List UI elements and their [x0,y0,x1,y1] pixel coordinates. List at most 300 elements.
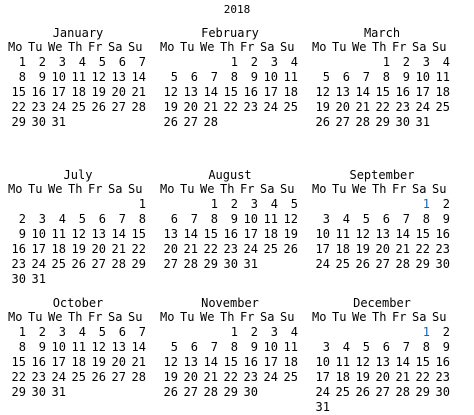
empty-cell [332,325,352,340]
day-cell[interactable]: 28 [111,257,126,271]
day-cell[interactable]: 21 [395,370,410,384]
day-cell[interactable]: 27 [375,257,390,271]
day-cell[interactable]: 29 [131,257,146,271]
day-cell[interactable]: 8 [230,340,238,354]
day-cell[interactable]: 17 [415,85,430,99]
day-cell[interactable]: 21 [131,355,146,369]
day-cell[interactable]: 16 [31,85,46,99]
day-cell[interactable]: 12 [355,227,370,241]
day-cell[interactable]: 4 [342,340,350,354]
day-cell[interactable]: 3 [38,212,46,226]
day-cell[interactable]: 17 [51,355,66,369]
day-cell[interactable]: 2 [442,325,450,339]
day-cell[interactable]: 17 [243,227,258,241]
day-cell[interactable]: 7 [118,212,126,226]
day-cell[interactable]: 19 [355,370,370,384]
day-cell[interactable]: 27 [163,257,178,271]
day-cell[interactable]: 5 [170,340,178,354]
day-cell[interactable]: 9 [230,212,238,226]
day-cell[interactable]: 18 [335,242,350,256]
day-cell[interactable]: 7 [402,340,410,354]
day-cell[interactable]: 13 [375,227,390,241]
day-cell[interactable]: 6 [342,70,350,84]
weekday-header: Mo [160,40,175,54]
day-cell[interactable]: 16 [243,85,258,99]
day-cell[interactable]: 14 [111,227,126,241]
weekday-header: Sa [412,40,427,54]
day-cell[interactable]: 28 [131,370,146,384]
day-cell[interactable]: 15 [223,355,238,369]
day-cell[interactable]: 14 [203,355,218,369]
day-cell[interactable]: 18 [71,355,86,369]
day-cell[interactable]: 8 [138,212,146,226]
day-cell[interactable]: 9 [442,340,450,354]
day-cell[interactable]: 24 [263,370,278,384]
day-cell[interactable]: 18 [71,85,86,99]
day-cell[interactable]: 1 [382,55,390,69]
day-cell[interactable]: 6 [98,212,106,226]
day-cell[interactable]: 22 [11,370,26,384]
day-cell[interactable]: 8 [18,70,26,84]
day-cell[interactable]: 23 [31,100,46,114]
day-cell[interactable]: 31 [51,115,66,129]
day-cell[interactable]: 18 [51,242,66,256]
month-name: August [208,168,252,182]
day-cell[interactable]: 20 [91,242,106,256]
day-cell[interactable]: 23 [435,242,450,256]
day-cell[interactable]: 4 [442,55,450,69]
day-cell[interactable]: 6 [190,340,198,354]
weekday-header: We [352,182,367,196]
day-cell[interactable]: 25 [263,242,278,256]
day-cell[interactable]: 30 [11,272,26,286]
day-cell[interactable]: 1 [422,197,430,211]
day-cell[interactable]: 18 [283,355,298,369]
day-cell[interactable]: 16 [31,355,46,369]
day-cell[interactable]: 5 [362,212,370,226]
day-cell[interactable]: 3 [322,212,330,226]
day-cell[interactable]: 30 [31,115,46,129]
day-cell[interactable]: 11 [51,227,66,241]
day-cell[interactable]: 21 [355,100,370,114]
day-cell[interactable]: 24 [415,100,430,114]
day-cell[interactable]: 8 [18,340,26,354]
day-cell[interactable]: 12 [355,355,370,369]
day-cell[interactable]: 27 [111,370,126,384]
day-cell[interactable]: 11 [435,70,450,84]
day-cell[interactable]: 7 [138,55,146,69]
day-cell[interactable]: 9 [402,70,410,84]
weekday-header: Th [372,310,387,324]
day-cell[interactable]: 6 [382,340,390,354]
day-cell[interactable]: 3 [270,325,278,339]
day-cell[interactable]: 3 [250,197,258,211]
day-grid [8,182,154,287]
day-cell[interactable]: 1 [422,325,430,339]
day-cell[interactable]: 3 [270,55,278,69]
day-cell[interactable]: 6 [118,325,126,339]
day-cell[interactable]: 1 [210,197,218,211]
day-cell[interactable]: 2 [250,325,258,339]
day-cell[interactable]: 29 [11,115,26,129]
day-cell[interactable]: 5 [98,325,106,339]
day-cell[interactable]: 4 [78,325,86,339]
day-cell[interactable]: 16 [223,227,238,241]
day-cell[interactable]: 10 [263,340,278,354]
day-cell[interactable]: 24 [263,100,278,114]
day-cell[interactable]: 13 [183,85,198,99]
day-cell[interactable]: 11 [283,340,298,354]
weekday-header: We [200,182,215,196]
day-cell[interactable]: 16 [435,227,450,241]
day-cell[interactable]: 27 [183,115,198,129]
day-cell[interactable]: 31 [315,400,330,414]
day-cell[interactable]: 7 [210,70,218,84]
day-cell[interactable]: 14 [355,85,370,99]
day-cell[interactable]: 14 [183,227,198,241]
day-cell[interactable]: 5 [98,55,106,69]
day-cell[interactable]: 4 [78,55,86,69]
day-cell[interactable]: 31 [51,385,66,399]
day-cell[interactable]: 20 [183,370,198,384]
empty-cell [392,325,412,340]
day-cell[interactable]: 13 [375,355,390,369]
day-cell[interactable]: 16 [243,355,258,369]
day-cell[interactable]: 30 [435,257,450,271]
day-cell[interactable]: 26 [283,242,298,256]
day-cell[interactable]: 25 [71,100,86,114]
day-cell[interactable]: 11 [335,227,350,241]
day-cell[interactable]: 11 [71,70,86,84]
day-cell[interactable]: 22 [415,370,430,384]
day-cell[interactable]: 28 [395,257,410,271]
day-cell[interactable]: 3 [58,55,66,69]
day-cell[interactable]: 25 [335,257,350,271]
day-cell[interactable]: 26 [355,257,370,271]
day-cell[interactable]: 31 [415,115,430,129]
day-cell[interactable]: 7 [362,70,370,84]
day-cell[interactable]: 27 [375,385,390,399]
day-cell[interactable]: 4 [290,55,298,69]
day-cell[interactable]: 8 [422,212,430,226]
day-cell[interactable]: 17 [51,85,66,99]
day-cell[interactable]: 21 [131,85,146,99]
day-cell[interactable]: 23 [435,370,450,384]
day-cell[interactable]: 19 [315,100,330,114]
day-cell[interactable]: 10 [31,227,46,241]
day-cell[interactable]: 10 [315,355,330,369]
day-cell[interactable]: 10 [51,70,66,84]
day-cell[interactable]: 14 [203,85,218,99]
day-cell[interactable]: 20 [111,85,126,99]
day-cell[interactable]: 15 [11,85,26,99]
day-cell[interactable]: 25 [283,100,298,114]
day-cell[interactable]: 30 [223,257,238,271]
day-cell[interactable]: 10 [315,227,330,241]
day-cell[interactable]: 21 [183,242,198,256]
day-cell[interactable]: 9 [38,70,46,84]
day-cell[interactable]: 18 [263,227,278,241]
empty-cell [312,197,332,212]
day-cell[interactable]: 13 [111,340,126,354]
day-cell[interactable]: 30 [395,115,410,129]
day-cell[interactable]: 6 [170,212,178,226]
day-cell[interactable]: 6 [118,55,126,69]
day-cell[interactable]: 20 [163,242,178,256]
day-cell[interactable]: 3 [422,55,430,69]
day-cell[interactable]: 5 [78,212,86,226]
day-cell[interactable]: 26 [91,100,106,114]
day-cell[interactable]: 5 [362,340,370,354]
day-cell[interactable]: 12 [163,355,178,369]
day-cell[interactable]: 23 [11,257,26,271]
day-grid [160,182,306,272]
day-cell[interactable]: 1 [230,325,238,339]
day-cell[interactable]: 17 [263,85,278,99]
day-cell[interactable]: 24 [243,242,258,256]
day-cell[interactable]: 24 [315,257,330,271]
weekday-header: We [200,40,215,54]
day-cell[interactable]: 27 [183,385,198,399]
day-cell[interactable]: 20 [375,370,390,384]
day-cell[interactable]: 16 [395,85,410,99]
day-cell[interactable]: 30 [243,385,258,399]
day-cell[interactable]: 12 [71,227,86,241]
day-cell[interactable]: 15 [11,355,26,369]
day-cell[interactable]: 19 [283,227,298,241]
empty-cell [28,197,48,212]
day-cell[interactable]: 7 [190,212,198,226]
day-cell[interactable]: 13 [163,227,178,241]
day-cell[interactable]: 19 [163,100,178,114]
day-cell[interactable]: 22 [415,242,430,256]
day-cell[interactable]: 11 [263,212,278,226]
day-cell[interactable]: 29 [203,257,218,271]
day-cell[interactable]: 24 [51,370,66,384]
day-cell[interactable]: 2 [442,197,450,211]
day-cell[interactable]: 10 [415,70,430,84]
day-cell[interactable]: 8 [210,212,218,226]
day-cell[interactable]: 4 [270,197,278,211]
day-cell[interactable]: 28 [395,385,410,399]
day-cell[interactable]: 9 [250,70,258,84]
day-cell[interactable]: 2 [230,197,238,211]
day-cell[interactable]: 4 [342,212,350,226]
day-cell[interactable]: 31 [31,272,46,286]
day-cell[interactable]: 17 [315,242,330,256]
day-cell[interactable]: 29 [415,385,430,399]
day-cell[interactable]: 7 [138,325,146,339]
day-cell[interactable]: 26 [163,115,178,129]
day-cell[interactable]: 17 [315,370,330,384]
day-cell[interactable]: 30 [31,385,46,399]
day-cell[interactable]: 2 [18,212,26,226]
weekday-header: Su [432,40,447,54]
day-cell[interactable]: 20 [183,100,198,114]
day-cell[interactable]: 26 [71,257,86,271]
day-cell[interactable]: 14 [395,355,410,369]
day-cell[interactable]: 25 [71,370,86,384]
day-cell[interactable]: 9 [18,227,26,241]
day-cell[interactable]: 29 [11,385,26,399]
day-cell[interactable]: 15 [223,85,238,99]
day-cell[interactable]: 4 [58,212,66,226]
day-cell[interactable]: 9 [250,340,258,354]
day-cell[interactable]: 15 [415,227,430,241]
day-cell[interactable]: 23 [395,100,410,114]
day-cell[interactable]: 25 [435,100,450,114]
day-cell[interactable]: 4 [290,325,298,339]
day-cell[interactable]: 13 [91,227,106,241]
day-cell[interactable]: 26 [355,385,370,399]
day-cell[interactable]: 28 [183,257,198,271]
day-cell[interactable]: 12 [315,85,330,99]
day-cell[interactable]: 19 [71,242,86,256]
day-cell[interactable]: 20 [335,100,350,114]
weekday-header: Mo [8,310,23,324]
day-cell[interactable]: 2 [38,325,46,339]
day-cell[interactable]: 30 [435,385,450,399]
day-cell[interactable]: 12 [283,212,298,226]
day-cell[interactable]: 26 [91,370,106,384]
day-cell[interactable]: 21 [111,242,126,256]
weekday-header: Tu [28,40,43,54]
day-cell[interactable]: 12 [91,70,106,84]
day-cell[interactable]: 8 [230,70,238,84]
day-cell[interactable]: 14 [395,227,410,241]
day-cell[interactable]: 1 [18,55,26,69]
day-cell[interactable]: 1 [18,325,26,339]
day-cell[interactable]: 2 [250,55,258,69]
day-cell[interactable]: 22 [131,242,146,256]
day-cell[interactable]: 14 [131,340,146,354]
day-cell[interactable]: 15 [375,85,390,99]
empty-cell [88,197,108,212]
day-cell[interactable]: 22 [375,100,390,114]
day-cell[interactable]: 5 [290,197,298,211]
day-cell[interactable]: 25 [335,385,350,399]
weekday-header: Tu [28,310,43,324]
day-cell[interactable]: 16 [11,242,26,256]
day-cell[interactable]: 23 [243,370,258,384]
day-cell[interactable]: 2 [38,55,46,69]
day-cell[interactable]: 13 [111,70,126,84]
day-cell[interactable]: 24 [51,100,66,114]
day-cell[interactable]: 28 [203,115,218,129]
day-cell[interactable]: 18 [335,370,350,384]
day-cell[interactable]: 27 [91,257,106,271]
day-cell[interactable]: 24 [31,257,46,271]
day-cell[interactable]: 15 [415,355,430,369]
day-cell[interactable]: 2 [402,55,410,69]
day-cell[interactable]: 28 [131,100,146,114]
day-cell[interactable]: 29 [223,385,238,399]
day-cell[interactable]: 11 [71,340,86,354]
day-cell[interactable]: 20 [375,242,390,256]
day-cell[interactable]: 28 [355,115,370,129]
day-cell[interactable]: 21 [203,100,218,114]
day-cell[interactable]: 18 [435,85,450,99]
day-cell[interactable]: 5 [170,70,178,84]
day-cell[interactable]: 10 [51,340,66,354]
day-cell[interactable]: 29 [415,257,430,271]
day-cell[interactable]: 25 [51,257,66,271]
day-cell[interactable]: 19 [355,242,370,256]
day-cell[interactable]: 19 [91,355,106,369]
day-cell[interactable]: 27 [111,100,126,114]
day-cell[interactable]: 10 [243,212,258,226]
day-cell[interactable]: 29 [375,115,390,129]
day-cell[interactable]: 12 [163,85,178,99]
day-cell[interactable]: 17 [31,242,46,256]
day-cell[interactable]: 13 [335,85,350,99]
day-cell[interactable]: 21 [395,242,410,256]
day-cell[interactable]: 5 [322,70,330,84]
day-cell[interactable]: 1 [138,197,146,211]
day-cell[interactable]: 10 [263,70,278,84]
day-cell[interactable]: 26 [163,385,178,399]
day-cell[interactable]: 11 [335,355,350,369]
day-cell[interactable]: 14 [131,70,146,84]
day-cell[interactable]: 22 [223,100,238,114]
day-cell[interactable]: 19 [163,370,178,384]
day-cell[interactable]: 23 [223,242,238,256]
day-cell[interactable]: 7 [210,340,218,354]
day-cell[interactable]: 13 [183,355,198,369]
day-cell[interactable]: 9 [442,212,450,226]
day-cell[interactable]: 1 [230,55,238,69]
day-cell[interactable]: 8 [382,70,390,84]
day-cell[interactable]: 28 [203,385,218,399]
weekday-header: Tu [332,182,347,196]
day-cell[interactable]: 23 [243,100,258,114]
month-name: December [353,296,411,310]
day-cell[interactable]: 15 [131,227,146,241]
day-cell[interactable]: 15 [203,227,218,241]
day-cell[interactable]: 23 [31,370,46,384]
weekday-header: We [200,310,215,324]
day-cell[interactable]: 31 [243,257,258,271]
day-cell[interactable]: 22 [11,100,26,114]
day-cell[interactable]: 22 [203,242,218,256]
day-grid [8,310,154,400]
day-cell[interactable]: 17 [263,355,278,369]
day-cell[interactable]: 12 [91,340,106,354]
weekday-header: Sa [108,310,123,324]
day-cell[interactable]: 26 [315,115,330,129]
weekday-header: Th [68,310,83,324]
day-cell[interactable]: 25 [283,370,298,384]
month-september [312,168,458,272]
day-cell[interactable]: 18 [283,85,298,99]
day-cell[interactable]: 22 [223,370,238,384]
day-cell[interactable]: 3 [58,325,66,339]
day-cell[interactable]: 27 [335,115,350,129]
day-cell[interactable]: 19 [91,85,106,99]
day-cell[interactable]: 21 [203,370,218,384]
weekday-header: Sa [260,40,275,54]
day-cell[interactable]: 20 [111,355,126,369]
day-cell[interactable]: 6 [190,70,198,84]
day-cell[interactable]: 16 [435,355,450,369]
day-cell[interactable]: 8 [422,340,430,354]
day-cell[interactable]: 6 [382,212,390,226]
day-cell[interactable]: 3 [322,340,330,354]
day-cell[interactable]: 24 [315,385,330,399]
day-cell[interactable]: 9 [38,340,46,354]
day-cell[interactable]: 11 [283,70,298,84]
day-cell[interactable]: 7 [402,212,410,226]
